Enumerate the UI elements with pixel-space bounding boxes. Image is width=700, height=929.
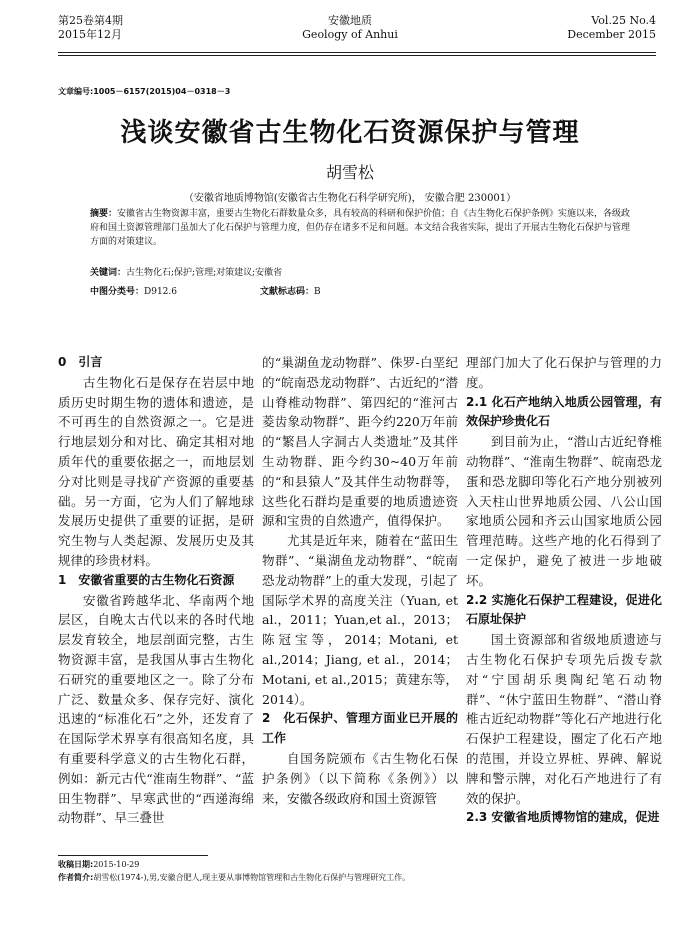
classification-number bbox=[90, 284, 177, 297]
section-heading-1: 1 安徽省重要的古生物化石资源 bbox=[58, 572, 235, 587]
paragraph: 自国务院颁布《古生物化石保护条例》（以下简称《条例》）以来，安徽各级政府和国土资源管 bbox=[262, 750, 458, 806]
subsection-heading-2-1: 2.1 化石产地纳入地质公园管理，有效保护珍贵化石 bbox=[466, 394, 662, 429]
volume-issue-en: Vol.25 No.4 bbox=[591, 14, 656, 27]
document-code-label: 文献标志码： bbox=[260, 287, 315, 297]
abstract-text: 安徽省古生物资源丰富，重要古生物化石群数量众多，具有较高的科研和保护价值；自《古生物化石保护条例》实施以来，各级政府和国土资源管理部门虽加大了化石保护与管理力度，但仍存在诸多不足和问题。本文结合我省实际，提出了开展古生物化石保护与管理方面的对策建议。 bbox=[90, 209, 631, 247]
author-bio-label: 作者简介: bbox=[58, 873, 94, 882]
keywords-label: 关键词： bbox=[90, 268, 127, 278]
keywords bbox=[90, 265, 282, 278]
body-column-1 bbox=[58, 353, 254, 828]
classification-value: D912.6 bbox=[144, 287, 177, 297]
paragraph-continued: 理部门加大了化石保护与管理的力度。 bbox=[466, 355, 662, 390]
header-rule bbox=[58, 52, 656, 53]
running-header-center bbox=[250, 14, 450, 42]
received-date bbox=[58, 859, 139, 871]
section-heading-2: 2 化石保护、管理方面业已开展的工作 bbox=[262, 711, 458, 746]
article-number: 文章编号:1005－6157(2015)04－0318－3 bbox=[58, 87, 231, 96]
subsection-heading-2-3: 2.3 安徽省地质博物馆的建成，促进 bbox=[466, 810, 660, 825]
author-bio-text: 胡雪松(1974-),男,安徽合肥人,现主要从事博物馆管理和古生物化石保护与管理研究工作。 bbox=[93, 873, 411, 882]
section-heading-0: 0 引言 bbox=[58, 355, 103, 369]
received-value: 2015-10-29 bbox=[93, 860, 140, 869]
header-rule-thin bbox=[58, 55, 656, 56]
volume-issue: 第25卷第4期 bbox=[58, 14, 123, 27]
body-column-3 bbox=[466, 353, 662, 828]
paragraph: 古生物化石是保存在岩层中地质历史时期生物的遗体和遗迹，是不可再生的自然资源之一。它是进行地层划分和对比、确定其相对地质年代的重要依据之一，而地层划分对比则是寻找矿产资源的重要基础。另一方面，它为人们了解地球发展历史提供了重要的证据，是研究生物与人类起源、发展历史及其规律的珍贵材料。 bbox=[58, 374, 254, 568]
running-header-left bbox=[58, 14, 123, 42]
running-header-right bbox=[567, 14, 656, 42]
article-title: 浅谈安徽省古生物化石资源保护与管理 bbox=[120, 118, 580, 148]
author-affiliation: （安徽省地质博物馆(安徽省古生物化石科学研究所)， 安徽合肥 230001） bbox=[183, 193, 517, 204]
abstract bbox=[90, 207, 638, 249]
paragraph: 安徽省跨越华北、华南两个地层区，自晚太古代以来的各时代地层发育较全，地层剖面完整，古生物资源丰富，是我国从事古生物化石研究的重要地区之一。除了分布广泛、数量众多、保存完好、演化迅速的“标准化石”之外，还发育了在国际学术界享有很高知名度，具有重要科学意义的古生物化石群，例如：新元古代“淮南生物群”、“蓝田生物群”、早寒武世的“西递海绵动物群”、早三叠世 bbox=[58, 592, 254, 826]
author-bio bbox=[58, 872, 410, 884]
issue-date: 2015年12月 bbox=[58, 28, 122, 41]
document-code-value: B bbox=[314, 287, 321, 297]
author-name: 胡雪松 bbox=[325, 163, 374, 182]
received-label: 收稿日期: bbox=[58, 860, 94, 869]
keywords-text: 古生物化石;保护;管理;对策建议;安徽省 bbox=[126, 268, 283, 278]
issue-date-en: December 2015 bbox=[567, 28, 656, 41]
paragraph: 国土资源部和省级地质遗迹与古生物化石保护专项先后拨专款对“宁国胡乐奥陶纪笔石动物群”、“休宁蓝田生物群”、“潜山脊椎古近纪动物群”等化石产地进行化石保护工程建设，圈定了化石产地的范围，并设立界桩、界碑、解说牌和警示牌，对化石产地进行了有效的保护。 bbox=[466, 632, 662, 806]
body-column-2 bbox=[262, 353, 458, 808]
paragraph: 尤其是近年来，随着在“蓝田生物群”、“巢湖鱼龙动物群”、“皖南恐龙动物群”上的重大发现，引起了国际学术界的高度关注（Yuan, et al.，2011；Yuan,et al.，2013；陈冠宝等，2014；Motani, et al.,2014；Jiang, et al.，2014；Motani, et al.,2015；黄建东等，2014）。 bbox=[262, 533, 458, 707]
journal-name-cn: 安徽地质 bbox=[328, 14, 372, 27]
paragraph: 到目前为止，“潜山古近纪脊椎动物群”、“淮南生物群”、皖南恐龙蛋和恐龙脚印等化石产地分别被列入天柱山世界地质公园、八公山国家地质公园和齐云山国家地质公园管理范畴。这些产地的化石得到了一定保护，避免了被进一步地破坏。 bbox=[466, 434, 662, 588]
journal-name-en: Geology of Anhui bbox=[302, 28, 398, 41]
footnote-rule bbox=[58, 855, 208, 856]
abstract-label: 摘要： bbox=[90, 209, 118, 219]
paragraph-continued: 的“巢湖鱼龙动物群”、侏罗-白垩纪的“皖南恐龙动物群”、古近纪的“潜山脊椎动物群”、第四纪的“淮河古菱齿象动物群”、距今约220万年前的“繁昌人字洞古人类遗址”及其伴生动物群、距今约30~40万年前的“和县猿人”及其伴生动物群等，这些化石群均是重要的地质遗迹资源和宝贵的自然遗产，值得保护。 bbox=[262, 355, 458, 529]
subsection-heading-2-2: 2.2 实施化石保护工程建设，促进化石原址保护 bbox=[466, 592, 662, 627]
classification-label: 中图分类号： bbox=[90, 287, 145, 297]
document-code bbox=[260, 284, 321, 297]
